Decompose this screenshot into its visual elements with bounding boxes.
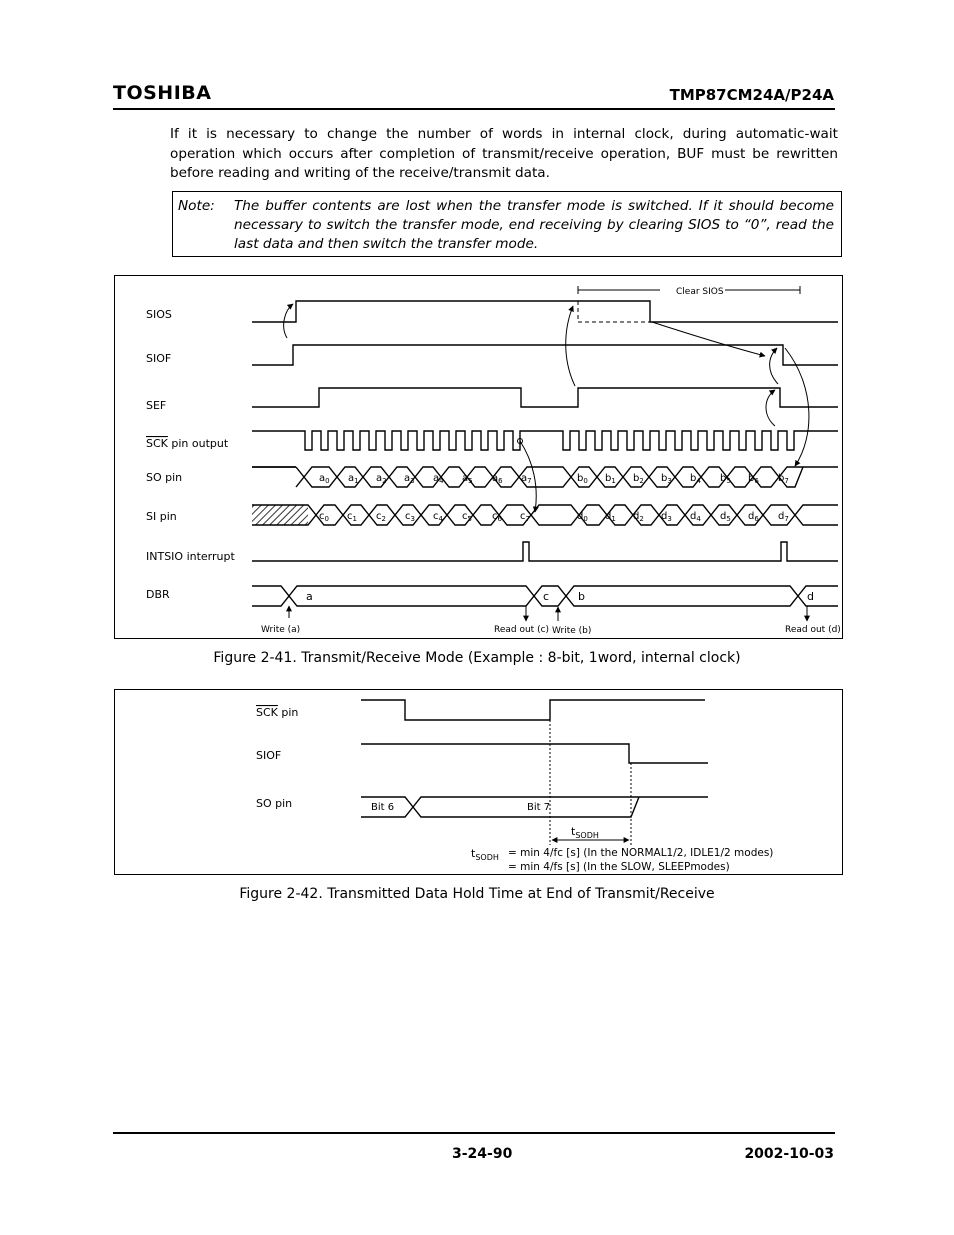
event-read-d: Read out (d) bbox=[785, 625, 841, 635]
so-bit-b6: $b_6$ bbox=[748, 473, 759, 485]
so-bit-a4: $a_4$ bbox=[433, 473, 444, 485]
figure-2-42 bbox=[114, 689, 843, 875]
event-write-a: Write (a) bbox=[261, 625, 301, 635]
so-bit-a1: $a_1$ bbox=[348, 473, 359, 485]
sios-dashed-extension bbox=[578, 301, 650, 322]
label-sck-overline: SCK bbox=[146, 437, 168, 450]
so-bit-b1: $b_1$ bbox=[605, 473, 616, 485]
so-bit-a7: $a_7$ bbox=[521, 473, 532, 485]
so-bit-b5: $b_5$ bbox=[720, 473, 731, 485]
si-undefined-hatch bbox=[252, 505, 308, 525]
arrow-sef-to-sios bbox=[566, 306, 575, 386]
formula-line-2: = min 4/fs [s] (In the SLOW, SLEEPmodes) bbox=[508, 861, 730, 873]
so-bit-a3: $a_3$ bbox=[404, 473, 415, 485]
header-rule bbox=[113, 108, 835, 110]
arrow-sef-to-siof bbox=[770, 348, 778, 384]
dbr-value-c: c bbox=[543, 590, 550, 603]
fig2-label-so: SO pin bbox=[256, 797, 293, 810]
si-bit-d6: $d_6$ bbox=[748, 511, 759, 523]
label-sck-rest: pin output bbox=[167, 437, 229, 450]
dbr-value-d: d bbox=[807, 590, 814, 603]
tsodh-label bbox=[571, 825, 599, 840]
so-bit-b0: $b_0$ bbox=[577, 473, 588, 485]
tsodh-base: t bbox=[571, 825, 576, 838]
event-read-c: Read out (c) bbox=[494, 625, 550, 635]
si-bit-c0: $c_0$ bbox=[319, 511, 329, 523]
timing-diagram-transmit-receive bbox=[115, 276, 842, 638]
label-intsio: INTSIO interrupt bbox=[146, 550, 235, 563]
label-si: SI pin bbox=[146, 510, 177, 523]
label-siof: SIOF bbox=[146, 352, 172, 365]
formula-symbol bbox=[471, 847, 499, 862]
formula-symbol-sub: SODH bbox=[475, 853, 499, 862]
arrow-sios-to-siof bbox=[284, 304, 293, 338]
si-bit-d5: $d_5$ bbox=[720, 511, 731, 523]
si-bit-d2: $d_2$ bbox=[633, 511, 644, 523]
so-bit-b3: $b_3$ bbox=[661, 473, 672, 485]
so-bit-a0: $a_0$ bbox=[319, 473, 330, 485]
figure-2-41 bbox=[114, 275, 843, 639]
arrow-clear-sios-to-siof bbox=[652, 322, 765, 356]
waveform-intsio bbox=[252, 542, 838, 561]
fig2-bit7: Bit 7 bbox=[527, 802, 551, 813]
dbr-value-a: a bbox=[306, 590, 313, 603]
waveform-sck bbox=[252, 431, 838, 450]
formula-symbol-base: t bbox=[471, 847, 476, 860]
event-write-b: Write (b) bbox=[552, 626, 592, 636]
arrow-sck-to-sef bbox=[766, 390, 775, 426]
fig2-label-sck bbox=[256, 706, 298, 719]
clear-sios-label: Clear SIOS bbox=[676, 287, 724, 297]
si-bit-d0: $d_0$ bbox=[577, 511, 588, 523]
intro-paragraph: If it is necessary to change the number of words in internal clock, during automatic-wait operation which occurs after completion of transmit/receive operation, BUF must be rewritten before reading and writing of the receive/transmit data. bbox=[170, 126, 838, 181]
si-bit-c2: $c_2$ bbox=[376, 511, 386, 523]
label-so: SO pin bbox=[146, 471, 183, 484]
si-bit-c5: $c_5$ bbox=[462, 511, 472, 523]
so-bit-b2: $b_2$ bbox=[633, 473, 644, 485]
fig2-label-siof: SIOF bbox=[256, 749, 282, 762]
fig2-label-sck-rest: pin bbox=[277, 706, 299, 719]
page-number: 3-24-90 bbox=[452, 1146, 513, 1162]
label-sef: SEF bbox=[146, 399, 167, 412]
so-bit-a6: $a_6$ bbox=[492, 473, 503, 485]
fig2-waveform-siof bbox=[361, 744, 708, 763]
si-bit-d7: $d_7$ bbox=[778, 511, 789, 523]
si-bit-c6: $c_6$ bbox=[492, 511, 502, 523]
tsodh-sub: SODH bbox=[575, 831, 599, 840]
toshiba-logo: TOSHIBA bbox=[113, 82, 212, 104]
label-sck bbox=[146, 437, 229, 450]
si-bit-d3: $d_3$ bbox=[661, 511, 672, 523]
note-box bbox=[172, 191, 842, 257]
fig2-bit6: Bit 6 bbox=[371, 802, 395, 813]
label-dbr: DBR bbox=[146, 588, 170, 601]
figure-2-41-caption: Figure 2-41. Transmit/Receive Mode (Example : 8-bit, 1word, internal clock) bbox=[213, 650, 741, 666]
label-sios: SIOS bbox=[146, 308, 172, 321]
so-bit-a2: $a_2$ bbox=[376, 473, 387, 485]
formula-line-1: = min 4/fc [s] (In the NORMAL1/2, IDLE1/2 modes) bbox=[508, 847, 774, 859]
si-bit-c1: $c_1$ bbox=[347, 511, 357, 523]
timing-diagram-hold-time bbox=[115, 690, 842, 874]
si-bit-d4: $d_4$ bbox=[690, 511, 701, 523]
waveform-sios bbox=[252, 301, 838, 322]
waveform-siof bbox=[252, 345, 838, 365]
so-bit-b7: $b_7$ bbox=[778, 473, 789, 485]
dbr-value-b: b bbox=[578, 590, 585, 603]
si-bit-d1: $d_1$ bbox=[605, 511, 616, 523]
si-bit-c7: $c_7$ bbox=[520, 511, 530, 523]
model-number: TMP87CM24A/P24A bbox=[669, 86, 834, 104]
footer-rule bbox=[113, 1132, 835, 1134]
fig2-label-sck-overline: SCK bbox=[256, 706, 278, 719]
so-bit-a5: $a_5$ bbox=[462, 473, 473, 485]
figure-2-42-caption: Figure 2-42. Transmitted Data Hold Time at End of Transmit/Receive bbox=[239, 886, 715, 902]
fig2-waveform-sck bbox=[361, 700, 705, 720]
note-label: Note: bbox=[178, 198, 215, 214]
si-bit-c3: $c_3$ bbox=[405, 511, 415, 523]
si-bit-c4: $c_4$ bbox=[433, 511, 443, 523]
waveform-sef bbox=[252, 388, 838, 407]
note-text: The buffer contents are lost when the transfer mode is switched. If it should become necessary to switch the transfer mode, end receiving by clearing SIOS to “0”, read the last data and then switch the transfer mode. bbox=[234, 198, 834, 252]
document-date: 2002-10-03 bbox=[744, 1146, 834, 1162]
so-bit-b4: $b_4$ bbox=[690, 473, 701, 485]
